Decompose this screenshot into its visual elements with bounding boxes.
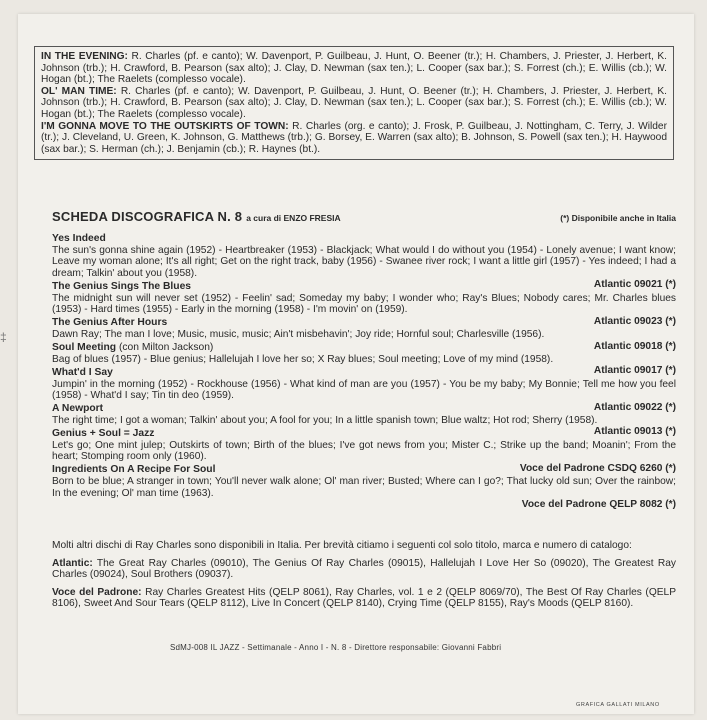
album-catalog: Voce del Padrone CSDQ 6260 (*): [519, 462, 676, 474]
album-title: The Genius Sings The Blues: [52, 280, 192, 292]
discography-curator: a cura di ENZO FRESIA: [246, 213, 341, 223]
album-title: Genius + Soul = Jazz: [52, 428, 155, 440]
credits-ol-man-time: OL' MAN TIME: R. Charles (pf. e canto); W. Davenport, P. Guilbeau, J. Hunt, O. Beener (tr.); H. Chambers, J. Priester, J. Herbert, K. Johnson (trb.); H. Crawford, B. Pearson (sax alto); J. Clay, D. Newman (sax ten.); L. Cooper (sax bar.); S. Forrest (ch.); E. Willis (cb.); W. Hogan (bt.); The Raelets (complesso vocale).: [41, 85, 667, 120]
album-title: Ingredients On A Recipe For Soul: [52, 464, 216, 476]
album-tracks: Dawn Ray; The man I love; Music, music, music; Ain't misbehavin'; Joy ride; Hornful soul; Charlesville (1956).: [52, 328, 545, 340]
album-tracks: Born to be blue; A stranger in town; You'll never walk alone; Ol' man river; Busted; Where can I go?; That lucky old sun; Over the rainbow; In the evening; Ol' man time (1963).: [52, 476, 676, 499]
credits-box: [34, 46, 674, 160]
discography-title: SCHEDA DISCOGRAFICA N. 8: [52, 209, 243, 224]
credits-outskirts-of-town: I'M GONNA MOVE TO THE OUTSKIRTS OF TOWN: R. Charles (org. e canto); J. Frosk, P. Guilbeau, J. Nottingham, C. Terry, J. Wilder (tr.); J. Cleveland, U. Green, K. Johnson, G. Matthews (trb.); G. Borsey, E. Warren (sax alto); B. Johnson, S. Powell (sax ten.); H. Haywood (sax bar.); S. Herman (ch.); J. Benjamin (cb.); R. Haynes (bt.).: [41, 120, 667, 155]
album-catalog: Atlantic 09022 (*): [593, 401, 676, 413]
album-list: [52, 233, 676, 512]
publication-footer: SdMJ-008 IL JAZZ - Settimanale - Anno I - N. 8 - Direttore responsabile: Giovanni Fabbri: [170, 643, 502, 652]
album-title: Soul Meeting (con Milton Jackson): [52, 342, 214, 354]
availability-note: (*) Disponibile anche in Italia: [560, 213, 676, 223]
album-catalog: Atlantic 09017 (*): [593, 365, 676, 377]
other-records-atlantic: Atlantic: The Great Ray Charles (09010), The Genius Of Ray Charles (09015), Hallelujah I Love Her So (09020), The Greatest Ray Charles (09024), Soul Brothers (09037).: [52, 557, 676, 581]
album-catalog: Atlantic 09018 (*): [593, 340, 676, 352]
album-title: What'd I Say: [52, 366, 113, 378]
album-tracks: Let's go; One mint julep; Outskirts of town; Birth of the blues; I've got news from you; Mister C.; Strike up the band; Moanin'; From the heart; Stomping room only (1960).: [52, 439, 676, 463]
album-tracks: Jumpin' in the morning (1952) - Rockhouse (1956) - What kind of man are you (1957) - You be my baby; My Bonnie; Tell me how you feel (1958) - What'd I say; Tin tin deo (1959).: [52, 378, 676, 402]
album-catalog: Atlantic 09013 (*): [593, 426, 676, 438]
album-title: A Newport: [52, 403, 104, 415]
album-catalog: Atlantic 09023 (*): [593, 315, 676, 327]
other-records: [52, 540, 676, 616]
album-tracks: The sun's gonna shine again (1952) - Heartbreaker (1953) - Blackjack; What would I do without you (1954) - Lonely avenue; I want know; Leave my woman alone; It's all right; Get on the right track, baby (1956) - Swanee river rock; I want a little girl (1957) - Yes indeed; I had a dream; Talkin' about you (1958).: [52, 244, 676, 279]
printer-credit: GRAFICA GALLATI MILANO: [576, 702, 660, 708]
other-records-vdp: Voce del Padrone: Ray Charles Greatest Hits (QELP 8061), Ray Charles, vol. 1 e 2 (QELP 8069/70), The Best Of Ray Charles (QELP 8106), Sweet And Sour Tears (QELP 8112), Live In Concert (QELP 8140), Crying Time (QELP 8155), Ray's Moods (QELP 8160).: [52, 586, 677, 610]
discography-header: [52, 209, 676, 224]
other-records-intro: Molti altri dischi di Ray Charles sono disponibili in Italia. Per brevità citiamo i seguenti col solo titolo, marca e numero di catalogo:: [52, 540, 632, 551]
album-catalog: Voce del Padrone QELP 8082 (*): [521, 499, 676, 511]
album-tracks: The midnight sun will never set (1952) - Feelin' sad; Someday my baby; I wonder who; Ray's Blues; Nobody cares; Mr. Charles blues (1953) - Hard times (1955) - Early in the morning (1958) - I'm movin' on (1959).: [52, 292, 676, 316]
edge-pen-mark: ‡: [0, 330, 7, 344]
album-catalog: Atlantic 09021 (*): [593, 279, 676, 291]
album-title: The Genius After Hours: [52, 317, 168, 329]
album-tracks: Bag of blues (1957) - Blue genius; Hallelujah I love her so; X Ray blues; Soul meeting; Love of my mind (1958).: [52, 353, 554, 365]
credits-in-the-evening: IN THE EVENING: R. Charles (pf. e canto); W. Davenport, P. Guilbeau, J. Hunt, O. Beener (tr.); H. Chambers, J. Priester, J. Herbert, K. Johnson (trb.); H. Crawford, B. Pearson (sax alto); J. Clay, D. Newman (sax ten.); L. Cooper (sax bar.); S. Forrest (ch.); E. Willis (cb.); W. Hogan (bt.); The Raelets (complesso vocale).: [41, 51, 667, 86]
album-title: Yes Indeed: [52, 233, 106, 244]
album-tracks: The right time; I got a woman; Talkin' about you; A fool for you; In a little spanish town; Blue waltz; Hot rod; Sherry (1958).: [52, 414, 598, 426]
